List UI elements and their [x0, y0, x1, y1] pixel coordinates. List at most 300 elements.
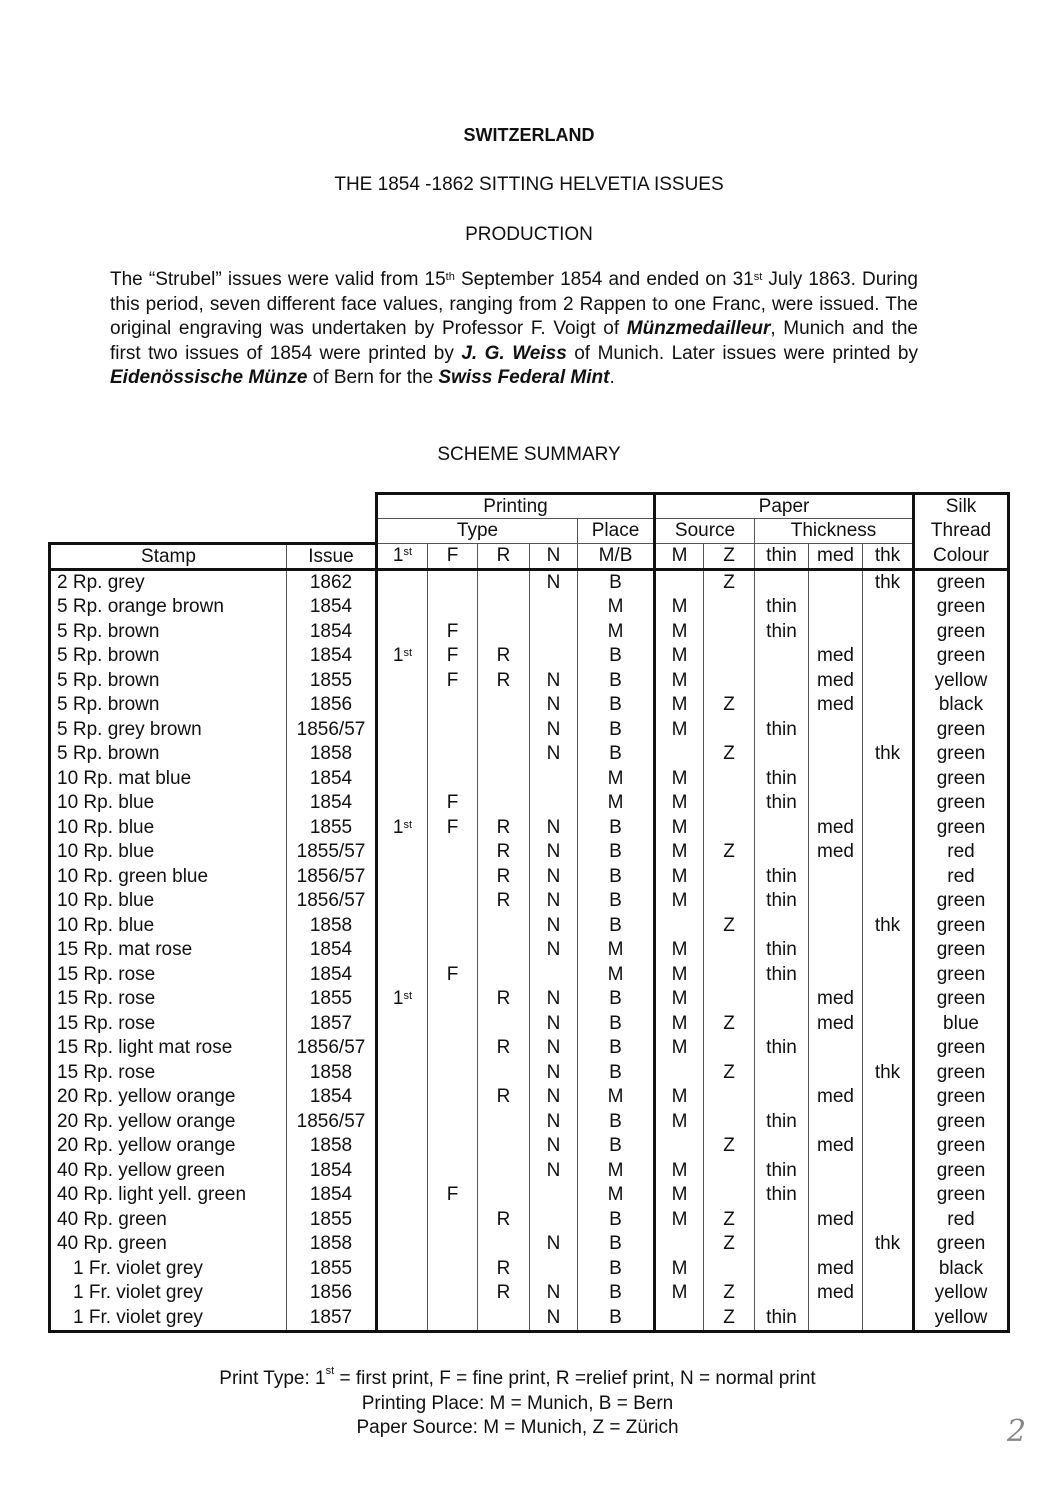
cell-m: M: [655, 840, 704, 865]
cell-n: [530, 595, 578, 620]
cell-thk: [863, 816, 914, 841]
cell-place: B: [578, 644, 655, 669]
cell-z: [704, 1183, 755, 1208]
cell-f: F: [428, 816, 478, 841]
intro-text: of Munich. Later issues were printed by: [566, 342, 918, 364]
cell-stamp: 20 Rp. yellow orange: [50, 1134, 287, 1159]
cell-stamp: 15 Rp. rose: [50, 1061, 287, 1086]
table-row: [50, 914, 1009, 939]
table-row: [50, 889, 1009, 914]
cell-colour: green: [914, 791, 1009, 816]
cell-n: N: [530, 1159, 578, 1184]
table-row: [50, 1257, 1009, 1282]
table-row: [50, 1061, 1009, 1086]
cell-colour: green: [914, 569, 1009, 595]
table-row: [50, 693, 1009, 718]
cell-m: M: [655, 669, 704, 694]
cell-place: B: [578, 816, 655, 841]
table-row: [50, 840, 1009, 865]
header-printing: Printing: [377, 494, 655, 519]
cell-r: [478, 938, 530, 963]
cell-r: [478, 718, 530, 743]
cell-first: [377, 569, 428, 595]
cell-place: B: [578, 889, 655, 914]
cell-first: [377, 889, 428, 914]
cell-thk: [863, 595, 914, 620]
cell-f: [428, 987, 478, 1012]
cell-thk: [863, 693, 914, 718]
cell-r: [478, 1061, 530, 1086]
cell-r: [478, 1134, 530, 1159]
cell-first: [377, 1159, 428, 1184]
cell-stamp: 5 Rp. orange brown: [50, 595, 287, 620]
col-first-sup: st: [403, 546, 413, 558]
col-relief: R: [478, 543, 530, 569]
cell-r: [478, 1110, 530, 1135]
cell-m: M: [655, 595, 704, 620]
table-row: [50, 1306, 1009, 1332]
cell-m: M: [655, 963, 704, 988]
cell-first: [377, 938, 428, 963]
cell-f: [428, 914, 478, 939]
cell-m: M: [655, 889, 704, 914]
cell-f: [428, 1012, 478, 1037]
cell-colour: green: [914, 1134, 1009, 1159]
cell-n: N: [530, 1085, 578, 1110]
cell-colour: green: [914, 718, 1009, 743]
cell-m: M: [655, 1183, 704, 1208]
cell-z: [704, 595, 755, 620]
cell-m: M: [655, 1110, 704, 1135]
cell-med: [809, 742, 863, 767]
cell-colour: black: [914, 693, 1009, 718]
cell-thin: thin: [755, 595, 809, 620]
cell-r: [478, 914, 530, 939]
cell-n: N: [530, 693, 578, 718]
cell-thin: thin: [755, 791, 809, 816]
col-thin: thin: [755, 543, 809, 569]
cell-r: R: [478, 644, 530, 669]
cell-z: Z: [704, 1208, 755, 1233]
cell-place: B: [578, 1232, 655, 1257]
cell-issue: 1855: [287, 669, 377, 694]
cell-issue: 1854: [287, 644, 377, 669]
cell-thk: [863, 1036, 914, 1061]
cell-issue: 1858: [287, 914, 377, 939]
cell-first: [377, 1232, 428, 1257]
first-print-sup: st: [403, 990, 413, 1002]
intro-text: July 1863. During this period, seven different face values, ranging from 2 Rappen to one Franc, were issued. The original engraving was undertaken by Professor F. Voigt of: [110, 269, 918, 339]
cell-m: [655, 569, 704, 595]
cell-med: [809, 889, 863, 914]
table-row: [50, 1159, 1009, 1184]
cell-place: B: [578, 1281, 655, 1306]
cell-z: [704, 669, 755, 694]
intro-emphasis: J. G. Weiss: [461, 342, 567, 364]
cell-place: B: [578, 914, 655, 939]
cell-first: [377, 693, 428, 718]
cell-z: [704, 718, 755, 743]
cell-first: [377, 767, 428, 792]
cell-med: med: [809, 1085, 863, 1110]
cell-f: [428, 742, 478, 767]
cell-n: N: [530, 718, 578, 743]
cell-z: Z: [704, 914, 755, 939]
cell-m: M: [655, 718, 704, 743]
cell-thin: thin: [755, 767, 809, 792]
cell-issue: 1854: [287, 1085, 377, 1110]
cell-n: [530, 767, 578, 792]
cell-stamp: 20 Rp. yellow orange: [50, 1110, 287, 1135]
cell-z: [704, 865, 755, 890]
cell-n: N: [530, 1232, 578, 1257]
cell-f: [428, 1281, 478, 1306]
cell-z: Z: [704, 569, 755, 595]
cell-thk: [863, 1257, 914, 1282]
cell-r: [478, 569, 530, 595]
cell-z: Z: [704, 693, 755, 718]
cell-colour: red: [914, 1208, 1009, 1233]
table-row: [50, 1208, 1009, 1233]
cell-place: M: [578, 1085, 655, 1110]
cell-f: [428, 938, 478, 963]
cell-place: M: [578, 963, 655, 988]
cell-thin: [755, 1012, 809, 1037]
cell-thk: [863, 620, 914, 645]
legend-print-type: [0, 1365, 1035, 1390]
cell-issue: 1856/57: [287, 718, 377, 743]
cell-place: B: [578, 987, 655, 1012]
cell-z: Z: [704, 1306, 755, 1332]
cell-thk: [863, 938, 914, 963]
cell-m: M: [655, 865, 704, 890]
cell-n: N: [530, 1012, 578, 1037]
cell-z: Z: [704, 742, 755, 767]
cell-thin: thin: [755, 963, 809, 988]
table-row: [50, 1036, 1009, 1061]
cell-r: R: [478, 1085, 530, 1110]
cell-thin: [755, 1061, 809, 1086]
cell-med: med: [809, 1012, 863, 1037]
cell-n: [530, 644, 578, 669]
cell-first: [377, 840, 428, 865]
cell-thin: thin: [755, 1036, 809, 1061]
cell-place: M: [578, 791, 655, 816]
cell-r: [478, 595, 530, 620]
cell-colour: green: [914, 644, 1009, 669]
cell-m: M: [655, 791, 704, 816]
cell-f: [428, 595, 478, 620]
cell-m: M: [655, 987, 704, 1012]
col-fine: F: [428, 543, 478, 569]
cell-r: R: [478, 1281, 530, 1306]
cell-thk: [863, 1183, 914, 1208]
cell-med: [809, 865, 863, 890]
table-row: [50, 718, 1009, 743]
cell-n: N: [530, 914, 578, 939]
cell-issue: 1854: [287, 595, 377, 620]
cell-m: [655, 1306, 704, 1332]
cell-n: [530, 620, 578, 645]
cell-thin: thin: [755, 938, 809, 963]
header-type: Type: [377, 519, 578, 544]
cell-med: med: [809, 644, 863, 669]
cell-thin: [755, 1257, 809, 1282]
intro-text: The “Strubel” issues were valid from 15: [110, 269, 446, 290]
cell-m: [655, 914, 704, 939]
cell-first: [377, 669, 428, 694]
cell-colour: green: [914, 1036, 1009, 1061]
cell-thin: thin: [755, 1183, 809, 1208]
cell-med: med: [809, 1281, 863, 1306]
cell-stamp: 10 Rp. blue: [50, 914, 287, 939]
first-print-mark: 1: [392, 988, 404, 1009]
cell-issue: 1857: [287, 1012, 377, 1037]
table-row: [50, 569, 1009, 595]
intro-text: .: [609, 367, 615, 388]
cell-m: [655, 1061, 704, 1086]
table-row: [50, 620, 1009, 645]
col-med: med: [809, 543, 863, 569]
cell-m: [655, 1134, 704, 1159]
cell-m: M: [655, 938, 704, 963]
cell-stamp: 40 Rp. yellow green: [50, 1159, 287, 1184]
cell-med: [809, 620, 863, 645]
table-row: [50, 1012, 1009, 1037]
cell-thk: [863, 1159, 914, 1184]
header-thread: Thread: [914, 519, 1009, 544]
cell-z: [704, 889, 755, 914]
cell-f: [428, 1036, 478, 1061]
cell-stamp: 40 Rp. green: [50, 1232, 287, 1257]
cell-colour: green: [914, 816, 1009, 841]
cell-colour: green: [914, 963, 1009, 988]
cell-place: B: [578, 865, 655, 890]
cell-colour: green: [914, 889, 1009, 914]
cell-stamp: 40 Rp. light yell. green: [50, 1183, 287, 1208]
cell-place: M: [578, 620, 655, 645]
cell-first: [377, 1085, 428, 1110]
header-place: Place: [578, 519, 655, 544]
cell-f: F: [428, 1183, 478, 1208]
cell-stamp: 20 Rp. yellow orange: [50, 1085, 287, 1110]
cell-f: [428, 1085, 478, 1110]
cell-med: [809, 963, 863, 988]
cell-stamp: 15 Rp. light mat rose: [50, 1036, 287, 1061]
cell-thin: thin: [755, 889, 809, 914]
cell-issue: 1854: [287, 1183, 377, 1208]
col-stamp: Stamp: [50, 543, 287, 569]
cell-r: [478, 1306, 530, 1332]
cell-thk: [863, 1306, 914, 1332]
cell-issue: 1856: [287, 1281, 377, 1306]
cell-thin: [755, 693, 809, 718]
cell-issue: 1854: [287, 767, 377, 792]
cell-r: R: [478, 865, 530, 890]
cell-r: [478, 693, 530, 718]
cell-z: Z: [704, 840, 755, 865]
legend-sup: st: [325, 1365, 335, 1377]
cell-f: [428, 1110, 478, 1135]
col-thk: thk: [863, 543, 914, 569]
cell-place: M: [578, 1159, 655, 1184]
cell-f: [428, 767, 478, 792]
col-colour: Colour: [914, 543, 1009, 569]
header-paper: Paper: [655, 494, 914, 519]
cell-r: [478, 963, 530, 988]
cell-issue: 1854: [287, 791, 377, 816]
cell-n: N: [530, 1134, 578, 1159]
cell-first: [377, 791, 428, 816]
cell-place: B: [578, 1257, 655, 1282]
cell-colour: blue: [914, 1012, 1009, 1037]
cell-thin: [755, 669, 809, 694]
cell-issue: 1856/57: [287, 889, 377, 914]
cell-place: B: [578, 693, 655, 718]
cell-stamp: 15 Rp. rose: [50, 987, 287, 1012]
cell-first: [377, 816, 428, 841]
cell-colour: green: [914, 767, 1009, 792]
cell-thin: thin: [755, 620, 809, 645]
cell-m: M: [655, 1208, 704, 1233]
cell-m: [655, 1232, 704, 1257]
cell-thk: [863, 669, 914, 694]
section-heading-scheme-summary: SCHEME SUMMARY: [437, 444, 621, 465]
intro-emphasis: Eidenössische Münze: [110, 367, 308, 388]
cell-issue: 1854: [287, 620, 377, 645]
cell-f: [428, 1306, 478, 1332]
cell-thin: [755, 569, 809, 595]
cell-issue: 1855: [287, 987, 377, 1012]
cell-z: [704, 816, 755, 841]
cell-m: M: [655, 816, 704, 841]
cell-med: [809, 1110, 863, 1135]
cell-thk: [863, 718, 914, 743]
cell-first: [377, 1183, 428, 1208]
cell-r: [478, 1232, 530, 1257]
cell-first: [377, 1208, 428, 1233]
cell-first: [377, 914, 428, 939]
cell-issue: 1855: [287, 1208, 377, 1233]
cell-thin: thin: [755, 1110, 809, 1135]
cell-thk: thk: [863, 914, 914, 939]
cell-m: M: [655, 767, 704, 792]
cell-colour: green: [914, 1085, 1009, 1110]
cell-colour: yellow: [914, 1281, 1009, 1306]
header-source: Source: [655, 519, 755, 544]
cell-med: [809, 1232, 863, 1257]
cell-place: B: [578, 1061, 655, 1086]
cell-thin: thin: [755, 1306, 809, 1332]
table-row: [50, 865, 1009, 890]
page-number: 2: [1007, 1414, 1027, 1449]
cell-issue: 1856/57: [287, 1036, 377, 1061]
cell-first: [377, 987, 428, 1012]
cell-n: N: [530, 889, 578, 914]
cell-f: [428, 693, 478, 718]
cell-m: M: [655, 1012, 704, 1037]
cell-colour: green: [914, 914, 1009, 939]
cell-f: [428, 1208, 478, 1233]
cell-med: [809, 1036, 863, 1061]
cell-place: B: [578, 1208, 655, 1233]
cell-stamp: 10 Rp. green blue: [50, 865, 287, 890]
cell-stamp: 10 Rp. blue: [50, 791, 287, 816]
cell-thin: thin: [755, 1159, 809, 1184]
cell-issue: 1858: [287, 1061, 377, 1086]
cell-z: Z: [704, 1061, 755, 1086]
cell-r: R: [478, 1257, 530, 1282]
cell-z: [704, 1159, 755, 1184]
cell-thin: thin: [755, 718, 809, 743]
cell-stamp: 10 Rp. mat blue: [50, 767, 287, 792]
cell-colour: green: [914, 1159, 1009, 1184]
cell-med: med: [809, 1208, 863, 1233]
cell-first: [377, 1061, 428, 1086]
cell-med: [809, 1159, 863, 1184]
cell-place: M: [578, 595, 655, 620]
cell-first: [377, 1110, 428, 1135]
cell-thin: [755, 1085, 809, 1110]
cell-med: med: [809, 816, 863, 841]
cell-thk: [863, 1134, 914, 1159]
cell-r: [478, 620, 530, 645]
cell-first: [377, 1012, 428, 1037]
cell-z: [704, 620, 755, 645]
cell-colour: green: [914, 987, 1009, 1012]
cell-stamp: 5 Rp. brown: [50, 669, 287, 694]
intro-text: of Bern for the: [307, 367, 439, 388]
cell-med: [809, 595, 863, 620]
cell-issue: 1855: [287, 816, 377, 841]
cell-thk: thk: [863, 569, 914, 595]
cell-thin: [755, 742, 809, 767]
cell-place: M: [578, 767, 655, 792]
cell-thk: [863, 644, 914, 669]
cell-f: F: [428, 644, 478, 669]
col-source-m: M: [655, 543, 704, 569]
cell-f: F: [428, 669, 478, 694]
intro-emphasis: Münzmedailleur: [626, 318, 771, 339]
cell-issue: 1857: [287, 1306, 377, 1332]
legend-paper-source: Paper Source: M = Munich, Z = Zürich: [356, 1417, 679, 1438]
cell-n: [530, 1208, 578, 1233]
cell-first: [377, 1257, 428, 1282]
cell-n: [530, 963, 578, 988]
cell-med: med: [809, 669, 863, 694]
cell-stamp: 5 Rp. brown: [50, 620, 287, 645]
cell-thk: [863, 1085, 914, 1110]
header-thickness: Thickness: [755, 519, 914, 544]
cell-n: N: [530, 669, 578, 694]
cell-med: [809, 767, 863, 792]
cell-thk: [863, 1012, 914, 1037]
cell-issue: 1854: [287, 938, 377, 963]
cell-n: [530, 1183, 578, 1208]
table-row: [50, 938, 1009, 963]
cell-n: N: [530, 1110, 578, 1135]
cell-m: M: [655, 620, 704, 645]
header-silk: Silk: [914, 494, 1009, 519]
cell-med: med: [809, 987, 863, 1012]
cell-med: med: [809, 693, 863, 718]
cell-r: [478, 1012, 530, 1037]
cell-m: M: [655, 693, 704, 718]
cell-f: [428, 1257, 478, 1282]
cell-stamp: 15 Rp. rose: [50, 963, 287, 988]
cell-first: [377, 1306, 428, 1332]
cell-stamp: 10 Rp. blue: [50, 816, 287, 841]
